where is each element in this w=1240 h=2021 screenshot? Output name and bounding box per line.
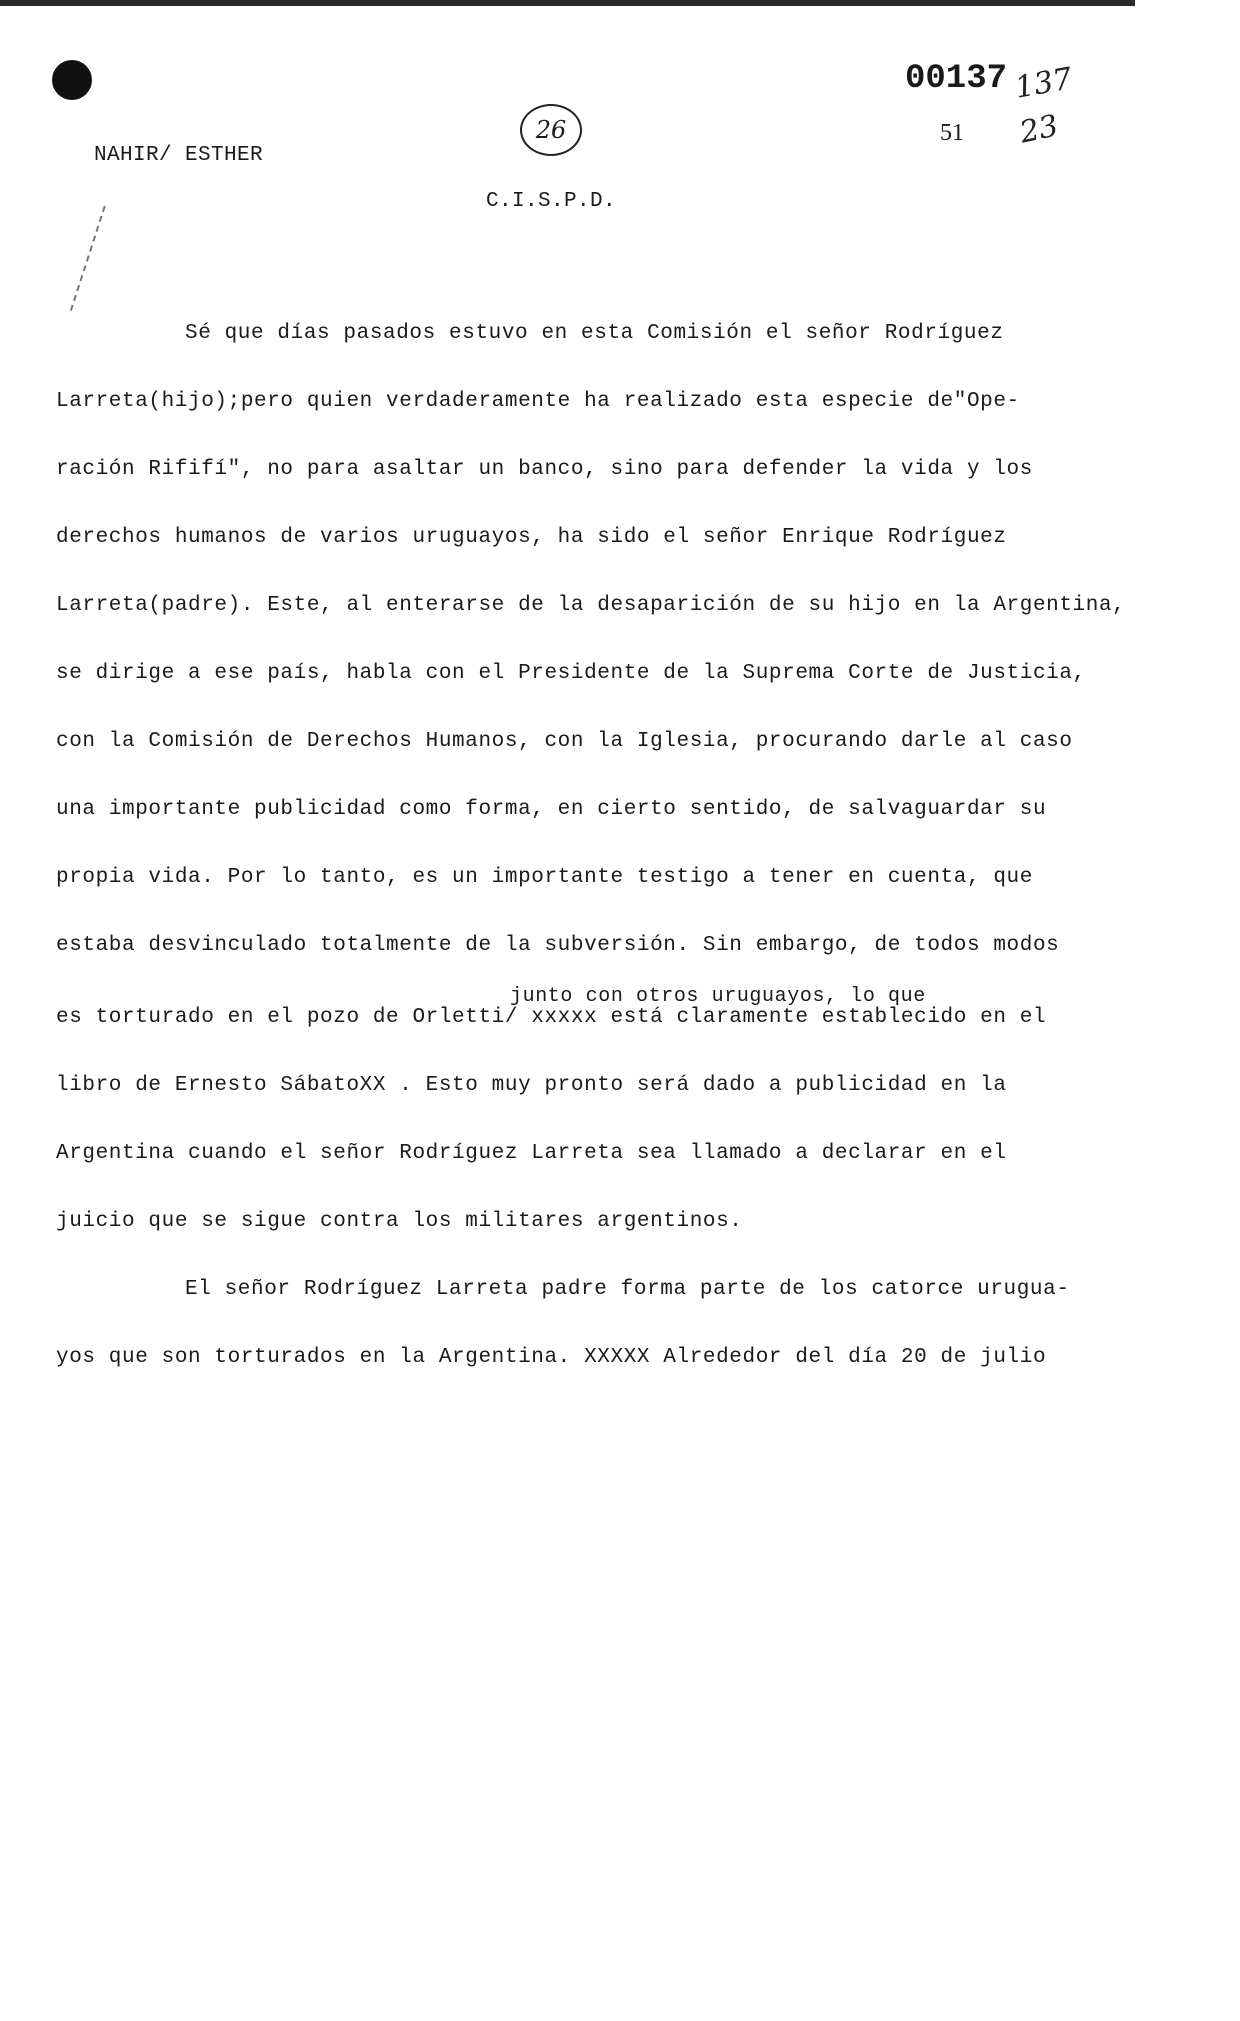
handwritten-number-top: 137 [1012,61,1075,106]
body-line: es torturado en el pozo de Orletti/ xxxxx está claramente establecido en el [56,1006,1047,1029]
top-rule [0,0,1135,6]
header-names: NAHIR/ ESTHER [94,144,264,167]
body-line: juicio que se sigue contra los militares argentinos. [56,1210,743,1233]
body-line: Larreta(padre). Este, al enterarse de la desaparición de su hijo en la Argentina, [56,594,1126,617]
body-line: se dirige a ese país, habla con el Presidente de la Suprema Corte de Justicia, [56,662,1086,685]
body-line: Sé que días pasados estuvo en esta Comisión el señor Rodríguez [185,322,1004,345]
body-line: con la Comisión de Derechos Humanos, con la Iglesia, procurando darle al caso [56,730,1073,753]
body-line: libro de Ernesto SábatoXX . Esto muy pronto será dado a publicidad en la [56,1074,1007,1097]
body-line: propia vida. Por lo tanto, es un importante testigo a tener en cuenta, que [56,866,1033,889]
header-office: C.I.S.P.D. [486,190,617,213]
body-line-insertion: junto con otros uruguayos, lo que [510,985,926,1008]
body-line: estaba desvinculado totalmente de la subversión. Sin embargo, de todos modos [56,934,1060,957]
body-line: Larreta(hijo);pero quien verdaderamente ha realizado esta especie de"Ope- [56,390,1020,413]
body-line: una importante publicidad como forma, en cierto sentido, de salvaguardar su [56,798,1047,821]
body-line: derechos humanos de varios uruguayos, ha sido el señor Enrique Rodríguez [56,526,1007,549]
punch-hole [52,60,92,100]
body-line: El señor Rodríguez Larreta padre forma parte de los catorce urugua- [185,1278,1070,1301]
document-number: 00137 [905,60,1008,98]
body-line: ración Rififí", no para asaltar un banco, sino para defender la vida y los [56,458,1033,481]
circled-stamp: 26 [520,104,582,156]
body-line: yos que son torturados en la Argentina. XXXXX Alrededor del día 20 de julio [56,1346,1047,1369]
margin-pencil-mark [24,191,106,311]
handwritten-number-bottom: 23 [1016,108,1062,151]
body-line: Argentina cuando el señor Rodríguez Larreta sea llamado a declarar en el [56,1142,1007,1165]
page-number: 51 [940,120,964,146]
